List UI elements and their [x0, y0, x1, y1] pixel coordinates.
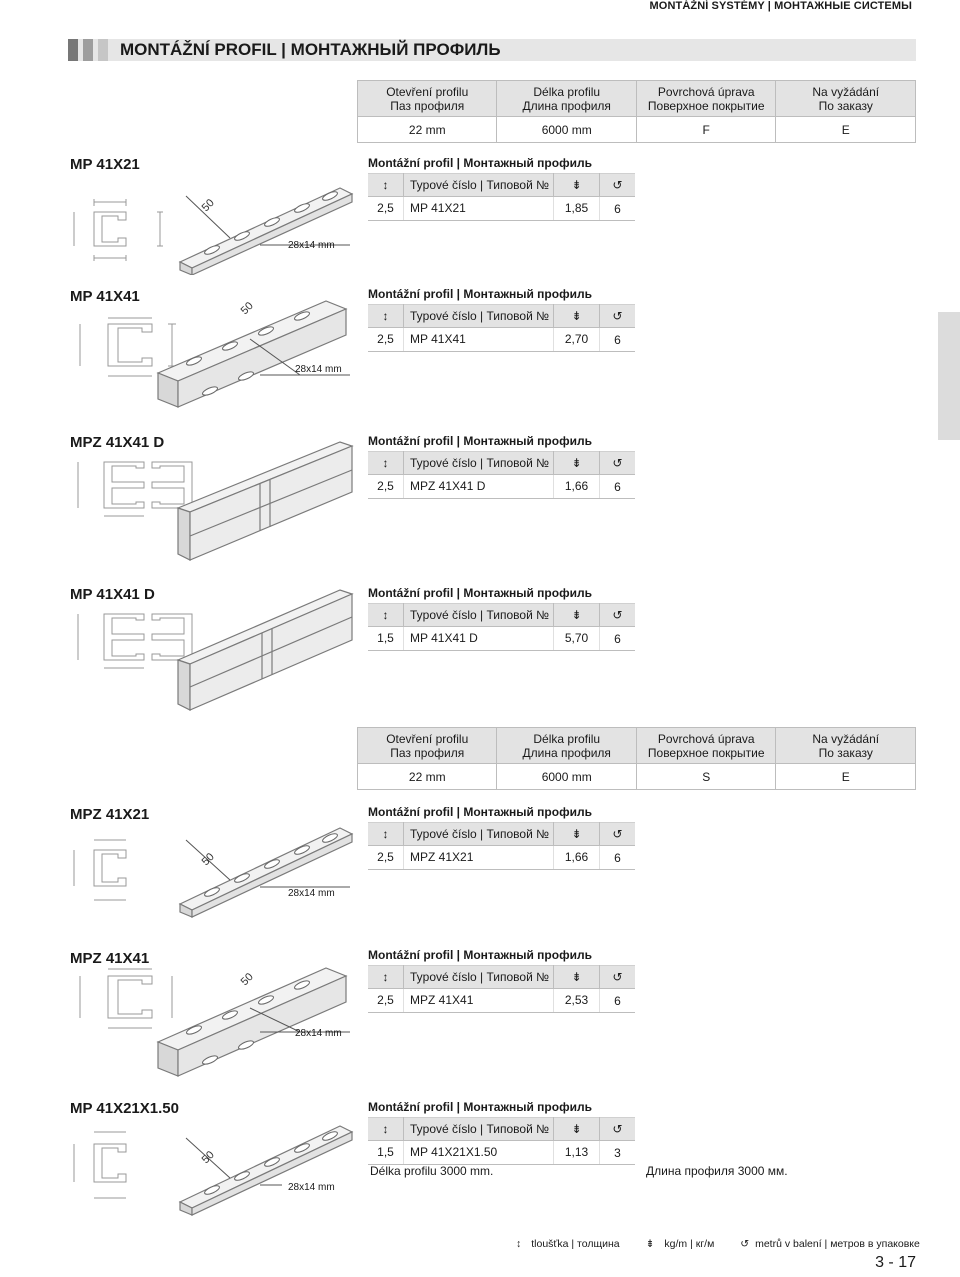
product-row: [368, 989, 635, 1013]
type-value: MP 41X21X1.50: [404, 1141, 554, 1164]
slot-label: 28x14 mm: [288, 1182, 335, 1193]
spec-header-cell: Otevření profilu Паз профиля: [358, 728, 497, 764]
thickness-icon: ↕: [368, 603, 404, 627]
type-number-header: Typové číslo | Типовой №: [404, 822, 554, 846]
slot-label: 28x14 mm: [288, 888, 335, 899]
product-name: MPZ 41X41: [70, 950, 150, 967]
product-table-header: [368, 304, 635, 328]
spec-table-1: [357, 80, 916, 143]
product-table-title: Montážní profil | Монтажный профиль: [368, 586, 592, 600]
legend: [516, 1238, 920, 1250]
spec-header-cell: Délka profilu Длина профиля: [497, 728, 636, 764]
weight-value: 1,85: [554, 197, 600, 220]
spec-value-cell: 6000 mm: [497, 117, 636, 143]
weight-icon: ⇟: [554, 173, 600, 197]
product-table: [368, 284, 635, 352]
thickness-icon: ↕: [368, 1117, 404, 1141]
length-note-ru: Длина профиля 3000 мм.: [646, 1164, 788, 1178]
product-table-header: [368, 822, 635, 846]
thickness-icon: ↕: [368, 173, 404, 197]
weight-icon: ⇟: [554, 1117, 600, 1141]
type-number-header: Typové číslo | Типовой №: [404, 173, 554, 197]
thickness-icon: ↕: [516, 1238, 522, 1250]
thickness-value: 2,5: [368, 197, 404, 220]
profile-3d-drawing: [150, 960, 355, 1085]
thickness-value: 1,5: [368, 1141, 404, 1164]
product-table-title: Montážní profil | Монтажный профиль: [368, 156, 592, 170]
profile-3d-drawing: [170, 584, 355, 714]
thickness-icon: ↕: [368, 304, 404, 328]
pack-icon: ↺: [740, 1238, 750, 1250]
header-bar: [0, 0, 960, 14]
product-row: [368, 197, 635, 221]
cross-section-drawing: [68, 190, 168, 268]
type-value: MPZ 41X41: [404, 989, 554, 1012]
spec-value-cell: E: [776, 764, 916, 790]
product-table-title: Montážní profil | Монтажный профиль: [368, 1100, 592, 1114]
pack-value: 6: [614, 332, 621, 347]
product-table-header: [368, 1117, 635, 1141]
thickness-value: 1,5: [368, 627, 404, 650]
product-name: MP 41X41: [70, 288, 140, 305]
weight-value: 5,70: [554, 627, 600, 650]
weight-value: 1,13: [554, 1141, 600, 1164]
product-table-title: Montážní profil | Монтажный профиль: [368, 948, 592, 962]
product-name: MP 41X21: [70, 156, 140, 173]
slot-label: 28x14 mm: [295, 364, 342, 375]
profile-3d-drawing: [170, 180, 355, 275]
product-table-header: [368, 451, 635, 475]
thickness-icon: ↕: [368, 965, 404, 989]
slot-label: 28x14 mm: [288, 240, 335, 251]
pack-icon: ↺: [612, 1122, 623, 1136]
product-name: MP 41X41 D: [70, 586, 155, 603]
cross-section-drawing: [68, 826, 168, 912]
title-marker-light: [98, 39, 108, 61]
pack-value: 6: [614, 993, 621, 1008]
weight-icon: ⇟: [554, 822, 600, 846]
weight-icon: ⇟: [554, 965, 600, 989]
profile-3d-drawing: [170, 820, 355, 920]
section-title: MONTÁŽNÍ PROFIL | МОНТАЖНЫЙ ПРОФИЛЬ: [120, 40, 501, 59]
spec-header-cell: Otevření profilu Паз профиля: [358, 81, 497, 117]
type-number-header: Typové číslo | Типовой №: [404, 603, 554, 627]
title-marker-mid: [83, 39, 93, 61]
product-name: MPZ 41X21: [70, 806, 150, 823]
spec-header-cell: Povrchová úprava Поверхное покрытие: [636, 81, 776, 117]
product-table-title: Montážní profil | Монтажный профиль: [368, 805, 592, 819]
weight-icon: ⇟: [554, 451, 600, 475]
weight-value: 2,70: [554, 328, 600, 351]
thickness-icon: ↕: [368, 822, 404, 846]
product-name: MP 41X21X1.50: [70, 1100, 179, 1117]
product-name: MPZ 41X41 D: [70, 434, 165, 451]
product-table: [368, 153, 635, 221]
spec-value-cell: E: [776, 117, 916, 143]
pack-icon: ↺: [612, 827, 623, 841]
product-table: [368, 802, 635, 870]
spec-table-2: [357, 727, 916, 790]
pack-value: 6: [614, 479, 621, 494]
type-value: MPZ 41X41 D: [404, 475, 554, 498]
type-number-header: Typové číslo | Типовой №: [404, 1117, 554, 1141]
title-marker-dark: [68, 39, 78, 61]
type-value: MP 41X41 D: [404, 627, 554, 650]
type-value: MP 41X41: [404, 328, 554, 351]
product-table-header: [368, 603, 635, 627]
spec-value-cell: S: [636, 764, 776, 790]
pack-icon: ↺: [612, 608, 623, 622]
product-table: [368, 1097, 635, 1165]
type-number-header: Typové číslo | Типовой №: [404, 965, 554, 989]
perforation-label: 50: [199, 196, 217, 215]
product-row: [368, 328, 635, 352]
pack-icon: ↺: [612, 178, 623, 192]
thickness-value: 2,5: [368, 846, 404, 869]
weight-icon: ⇟: [554, 304, 600, 328]
spec-header-cell: Na vyžádání По заказу: [776, 81, 916, 117]
section-title-bar: [68, 39, 916, 61]
product-row: [368, 627, 635, 651]
product-row: [368, 475, 635, 499]
perforation-label: 50: [238, 299, 256, 318]
thickness-value: 2,5: [368, 328, 404, 351]
product-table: [368, 431, 635, 499]
product-table: [368, 583, 635, 651]
spec-header-cell: Délka profilu Длина профиля: [497, 81, 636, 117]
product-table-title: Montážní profil | Монтажный профиль: [368, 434, 592, 448]
pack-icon: ↺: [612, 970, 623, 984]
type-value: MPZ 41X21: [404, 846, 554, 869]
spec-header-cell: Na vyžádání По заказу: [776, 728, 916, 764]
weight-value: 1,66: [554, 846, 600, 869]
perforation-label: 50: [199, 850, 217, 869]
weight-value: 1,66: [554, 475, 600, 498]
type-number-header: Typové číslo | Типовой №: [404, 304, 554, 328]
product-table: [368, 945, 635, 1013]
product-row: [368, 1141, 635, 1165]
header-title: MONTÁŽNÍ SYSTÉMY | МОНТАЖНЫЕ СИСТЕМЫ: [649, 0, 912, 12]
spec-value-cell: 22 mm: [358, 764, 497, 790]
weight-icon: ⇟: [554, 603, 600, 627]
spec-value-cell: 6000 mm: [497, 764, 636, 790]
profile-3d-drawing: [150, 295, 355, 415]
product-table-header: [368, 173, 635, 197]
length-note-cz: Délka profilu 3000 mm.: [370, 1164, 494, 1178]
legend-pack: metrů v balení | метров в упаковке: [755, 1238, 920, 1250]
legend-weight: kg/m | кг/м: [664, 1238, 715, 1250]
spec-header-cell: Povrchová úprava Поверхное покрытие: [636, 728, 776, 764]
slot-label: 28x14 mm: [295, 1028, 342, 1039]
weight-icon: ⇟: [645, 1238, 655, 1250]
spec-value-cell: F: [636, 117, 776, 143]
profile-3d-drawing: [170, 436, 355, 564]
pack-icon: ↺: [612, 309, 623, 323]
perforation-label: 50: [199, 1148, 217, 1167]
profile-3d-drawing: [170, 1118, 355, 1218]
spec-value-cell: 22 mm: [358, 117, 497, 143]
legend-thickness: tloušťka | толщина: [531, 1238, 620, 1250]
page-number: 3 - 17: [875, 1254, 916, 1271]
type-value: MP 41X21: [404, 197, 554, 220]
pack-value: 6: [614, 201, 621, 216]
pack-icon: ↺: [612, 456, 623, 470]
weight-value: 2,53: [554, 989, 600, 1012]
product-table-title: Montážní profil | Монтажный профиль: [368, 287, 592, 301]
thickness-value: 2,5: [368, 475, 404, 498]
side-tab: [938, 312, 960, 440]
product-row: [368, 846, 635, 870]
pack-value: 6: [614, 850, 621, 865]
cross-section-drawing: [68, 1120, 168, 1210]
perforation-label: 50: [238, 970, 256, 989]
thickness-icon: ↕: [368, 451, 404, 475]
pack-value: 6: [614, 631, 621, 646]
type-number-header: Typové číslo | Типовой №: [404, 451, 554, 475]
thickness-value: 2,5: [368, 989, 404, 1012]
product-table-header: [368, 965, 635, 989]
pack-value: 3: [614, 1145, 621, 1160]
